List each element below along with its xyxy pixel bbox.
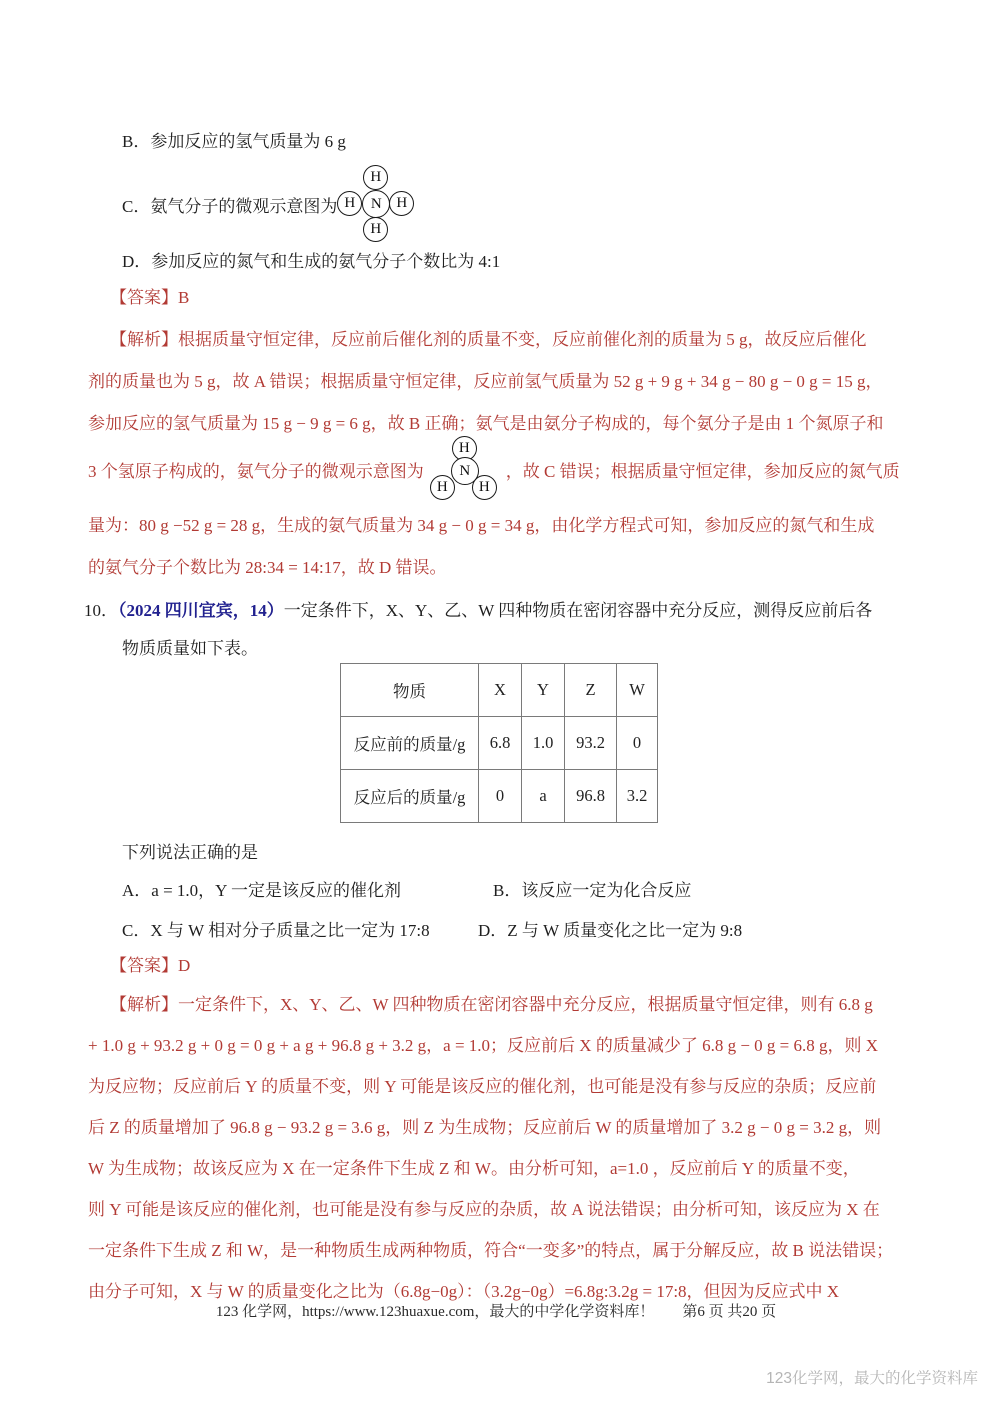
q10-prompt: 下列说法正确的是 xyxy=(122,843,258,862)
table-header-y: Y xyxy=(522,664,565,717)
q9-answer-line xyxy=(110,283,189,308)
page-footer xyxy=(0,1300,992,1321)
analysis-line: 一定条件下生成 Z 和 W，是一种物质生成两种物质，符合“一变多”的特点，属于分解反应，故 B 说法错误； xyxy=(88,1241,894,1260)
analysis-label: 【解析】 xyxy=(110,995,178,1014)
cell-after-w: 3.2 xyxy=(617,770,658,823)
analysis-line: 参加反应的氢气质量为 15 g − 9 g = 6 g，故 B 正确；氨气是由氨分子构成的，每个氨分子是由 1 个氮原子和 xyxy=(88,414,884,433)
q9-option-c-text: C．氨气分子的微观示意图为 xyxy=(122,196,338,216)
table-row xyxy=(341,717,658,770)
watermark-text: 123化学网，最大的化学资料库 xyxy=(766,1370,978,1387)
q9-option-b: B．参加反应的氢气质量为 6 g xyxy=(122,132,346,151)
hydrogen-atom: H xyxy=(430,475,455,500)
q10-mass-table xyxy=(340,663,658,823)
answer-label: 【答案】 xyxy=(110,288,178,307)
q10-stem-line2: 物质质量如下表。 xyxy=(122,639,258,658)
row-label: 反应后的质量/g xyxy=(341,770,479,823)
analysis-line: 量为：80 g −52 g = 28 g，生成的氨气质量为 34 g − 0 g = 34 g，由化学方程式可知，参加反应的氮气和生成 xyxy=(88,516,875,535)
analysis-line: + 1.0 g + 93.2 g + 0 g = 0 g + a g + 96.8 g + 3.2 g，a = 1.0；反应前后 X 的质量减少了 6.8 g − 0 g = 6.8 g，则 X xyxy=(88,1036,879,1055)
analysis-line: 则 Y 可能是该反应的催化剂，也可能是没有参与反应的杂质，故 A 说法错误；由分析可知，该反应为 X 在 xyxy=(88,1200,880,1219)
nitrogen-atom: N xyxy=(451,457,479,485)
q10-option-a: A．a = 1.0，Y 一定是该反应的催化剂 xyxy=(122,881,402,900)
cell-after-y: a xyxy=(522,770,565,823)
cell-before-y: 1.0 xyxy=(522,717,565,770)
q10-stem-text: 一定条件下，X、Y、乙、W 四种物质在密闭容器中充分反应，测得反应前后各 xyxy=(283,601,873,620)
hydrogen-atom: H xyxy=(472,475,497,500)
q10-option-b: B．该反应一定为化合反应 xyxy=(493,881,692,900)
answer-label: 【答案】 xyxy=(110,956,178,975)
table-header-x: X xyxy=(479,664,522,717)
hydrogen-atom: H xyxy=(452,436,477,461)
analysis-text: ，故 C 错误；根据质量守恒定律，参加反应的氮气质 xyxy=(505,461,900,481)
footer-site-text: 123 化学网，https://www.123huaxue.com，最大的中学化学资料库！ xyxy=(215,1304,655,1320)
hydrogen-atom: H xyxy=(363,217,388,242)
ammonia-molecule-diagram-option-c xyxy=(337,165,415,243)
analysis-line: 的氨气分子个数比为 28:34 = 14:17，故 D 错误。 xyxy=(88,558,447,577)
analysis-line xyxy=(88,984,918,1025)
table-row xyxy=(341,770,658,823)
q9-option-c xyxy=(122,164,415,244)
analysis-line: 为反应物；反应前后 Y 的质量不变，则 Y 可能是该反应的催化剂，也可能是没有参与反应的杂质；反应前 xyxy=(88,1077,877,1096)
hydrogen-atom: H xyxy=(337,191,362,216)
footer-page-number: 第6 页 共20 页 xyxy=(682,1304,777,1320)
analysis-line xyxy=(88,319,914,361)
cell-after-x: 0 xyxy=(479,770,522,823)
table-header-z: Z xyxy=(565,664,617,717)
analysis-line: 后 Z 的质量增加了 96.8 g − 93.2 g = 3.6 g，则 Z 为生成物；反应前后 W 的质量增加了 3.2 g − 0 g = 3.2 g，则 xyxy=(88,1118,882,1137)
analysis-line: W 为生成物；故该反应为 X 在一定条件下生成 Z 和 W。由分析可知，a=1.0 ，反应前后 Y 的质量不变， xyxy=(88,1159,860,1178)
analysis-line: 剂的质量也为 5 g，故 A 错误；根据质量守恒定律，反应前氢气质量为 52 g + 9 g + 34 g − 80 g − 0 g = 15 g， xyxy=(88,372,883,391)
analysis-text: 一定条件下，X、Y、乙、W 四种物质在密闭容器中充分反应，根据质量守恒定律，则有 6.8 g xyxy=(178,995,873,1014)
q10-stem-line1 xyxy=(84,596,872,621)
q10-analysis-paragraph xyxy=(88,984,918,1312)
row-label: 反应前的质量/g xyxy=(341,717,479,770)
q9-option-d: D．参加反应的氮气和生成的氨气分子个数比为 4:1 xyxy=(122,252,501,271)
ammonia-molecule-diagram-analysis xyxy=(428,436,502,502)
analysis-line: 由分子可知，X 与 W 的质量变化之比为（6.8g−0g）：（3.2g−0g）=6.8g:3.2g = 17:8，但因为反应式中 X xyxy=(88,1282,840,1301)
analysis-label: 【解析】 xyxy=(110,330,178,349)
analysis-text: 根据质量守恒定律，反应前后催化剂的质量不变，反应前催化剂的质量为 5 g，故反应后催化 xyxy=(178,330,867,349)
hydrogen-atom: H xyxy=(363,165,388,190)
q10-answer-line xyxy=(110,951,190,976)
table-header-row xyxy=(341,664,658,717)
table-header-w: W xyxy=(617,664,658,717)
cell-before-z: 93.2 xyxy=(565,717,617,770)
table-header-substance: 物质 xyxy=(341,664,479,717)
q9-analysis-molecule-line xyxy=(88,434,900,504)
q10-number: 10． xyxy=(84,601,118,620)
nitrogen-atom: N xyxy=(362,190,390,218)
q9-analysis-paragraph-2 xyxy=(88,505,914,589)
q9-analysis-paragraph xyxy=(88,319,914,445)
q10-option-d: D．Z 与 W 质量变化之比一定为 9:8 xyxy=(478,921,743,940)
analysis-text: 3 个氢原子构成的，氨气分子的微观示意图为 xyxy=(88,461,424,481)
q10-answer-value: D xyxy=(178,956,191,975)
cell-before-x: 6.8 xyxy=(479,717,522,770)
cell-before-w: 0 xyxy=(617,717,658,770)
q9-answer-value: B xyxy=(178,288,190,307)
q10-option-c: C．X 与 W 相对分子质量之比一定为 17:8 xyxy=(122,921,430,940)
hydrogen-atom: H xyxy=(389,191,414,216)
q10-source-tag: （2024 四川宜宾，14） xyxy=(118,601,284,620)
cell-after-z: 96.8 xyxy=(565,770,617,823)
